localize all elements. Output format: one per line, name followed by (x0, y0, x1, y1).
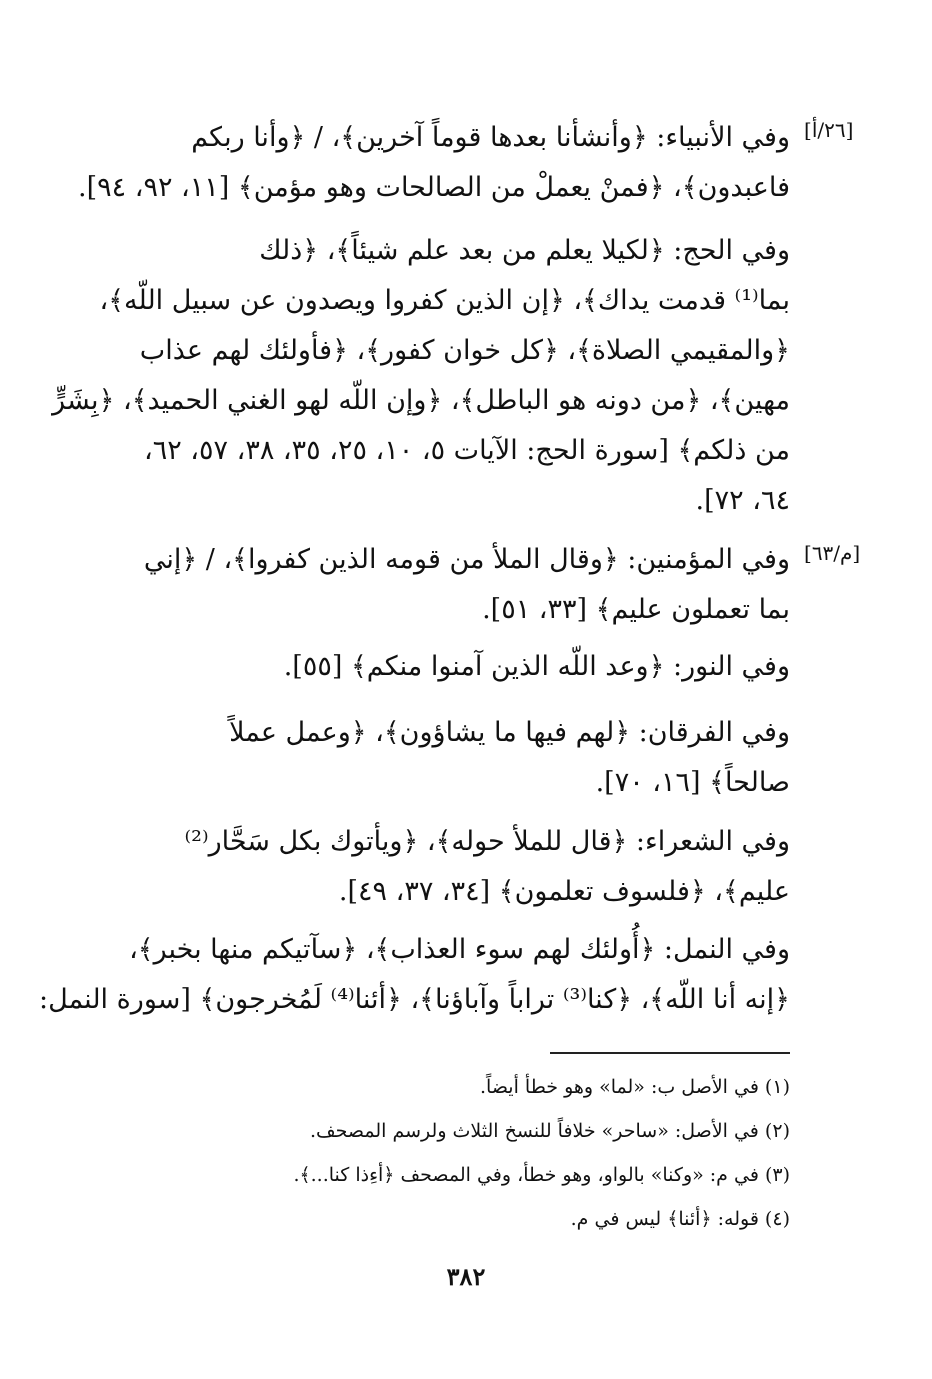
paragraph-naml (39, 925, 790, 1025)
paragraph-hajj (52, 226, 790, 526)
footnote-separator (550, 1052, 790, 1054)
footnote: (١) في الأصل ب: «لما» وهو خطأ أيضاً. (480, 1076, 790, 1098)
text-line: وفي الحج: ﴿لكيلا يعلم من بعد علم شيئاً﴾، ﴿ذلك (259, 235, 790, 266)
paragraph-shuara (100, 817, 790, 917)
paragraph-anbiya (78, 113, 790, 213)
paragraph-nur (100, 642, 790, 692)
text-line: وفي المؤمنين: ﴿وقال الملأ من قومه الذين كفروا﴾، / ﴿إني (143, 544, 790, 575)
text-line: ﴿والمقيمي الصلاة﴾، ﴿كل خوان كفور﴾، ﴿فأولئك لهم عذاب (139, 335, 790, 366)
text-line: وفي النور: ﴿وعد اللّه الذين آمنوا منكم﴾ [٥٥]. (283, 651, 790, 682)
margin-reference: [م/٦٣] (804, 541, 861, 565)
text-line: من ذلكم﴾ [سورة الحج: الآيات ٥، ١٠، ٢٥، ٣٥، ٣٨، ٥٧، ٦٢، (143, 435, 790, 466)
margin-reference: [٢٦/أ] (804, 118, 854, 142)
paragraph-muminun (100, 535, 790, 635)
footnote: (٤) قوله: ﴿أئنا﴾ ليس في م. (570, 1208, 790, 1230)
text-line: وفي الشعراء: ﴿قال للملأ حوله﴾، ﴿ويأتوك بكل سَحَّار⁽²⁾ (184, 826, 790, 857)
text-line: صالحاً﴾ [١٦، ٧٠]. (595, 767, 790, 798)
text-line: ﴿إنه أنا اللّه﴾، ﴿كنا⁽³⁾ تراباً وآباؤنا﴾، ﴿أئنا⁽⁴⁾ لَمُخرجون﴾ [سورة النمل: (39, 984, 790, 1015)
footnotes (100, 1065, 790, 1241)
text-line: بما⁽¹⁾ قدمت يداك﴾، ﴿إن الذين كفروا ويصدون عن سبيل اللّه﴾، (99, 285, 790, 316)
page-number: ٣٨٢ (446, 1262, 486, 1291)
text-line: وفي الفرقان: ﴿لهم فيها ما يشاؤون﴾، ﴿وعمل عملاً (229, 717, 790, 748)
footnote: (٣) في م: «وكنا» بالواو، وهو خطأ، وفي المصحف ﴿أءِذا كنا...﴾. (293, 1164, 790, 1186)
text-line: مهين﴾، ﴿من دونه هو الباطل﴾، ﴿وإن اللّه لهو الغني الحميد﴾، ﴿بِشَرٍّ (52, 385, 790, 416)
text-line: وفي النمل: ﴿أُولئك لهم سوء العذاب﴾، ﴿سآتيكم منها بخبر﴾، (129, 934, 790, 965)
text-line: وفي الأنبياء: ﴿وأنشأنا بعدها قوماً آخرين﴾، / ﴿وأنا ربكم (191, 122, 790, 153)
text-line: بما تعملون عليم﴾ [٣٣، ٥١]. (482, 594, 790, 625)
footnote: (٢) في الأصل: «ساحر» خلافاً للنسخ الثلاث ولرسم المصحف. (309, 1120, 790, 1142)
text-line: ٦٤، ٧٢]. (695, 485, 790, 516)
paragraph-furqan (100, 708, 790, 808)
text-line: فاعبدون﴾، ﴿فمنْ يعملْ من الصالحات وهو مؤمن﴾ [١١، ٩٢، ٩٤]. (78, 172, 790, 203)
text-line: عليم﴾، ﴿فلسوف تعلمون﴾ [٣٤، ٣٧، ٤٩]. (338, 876, 790, 907)
